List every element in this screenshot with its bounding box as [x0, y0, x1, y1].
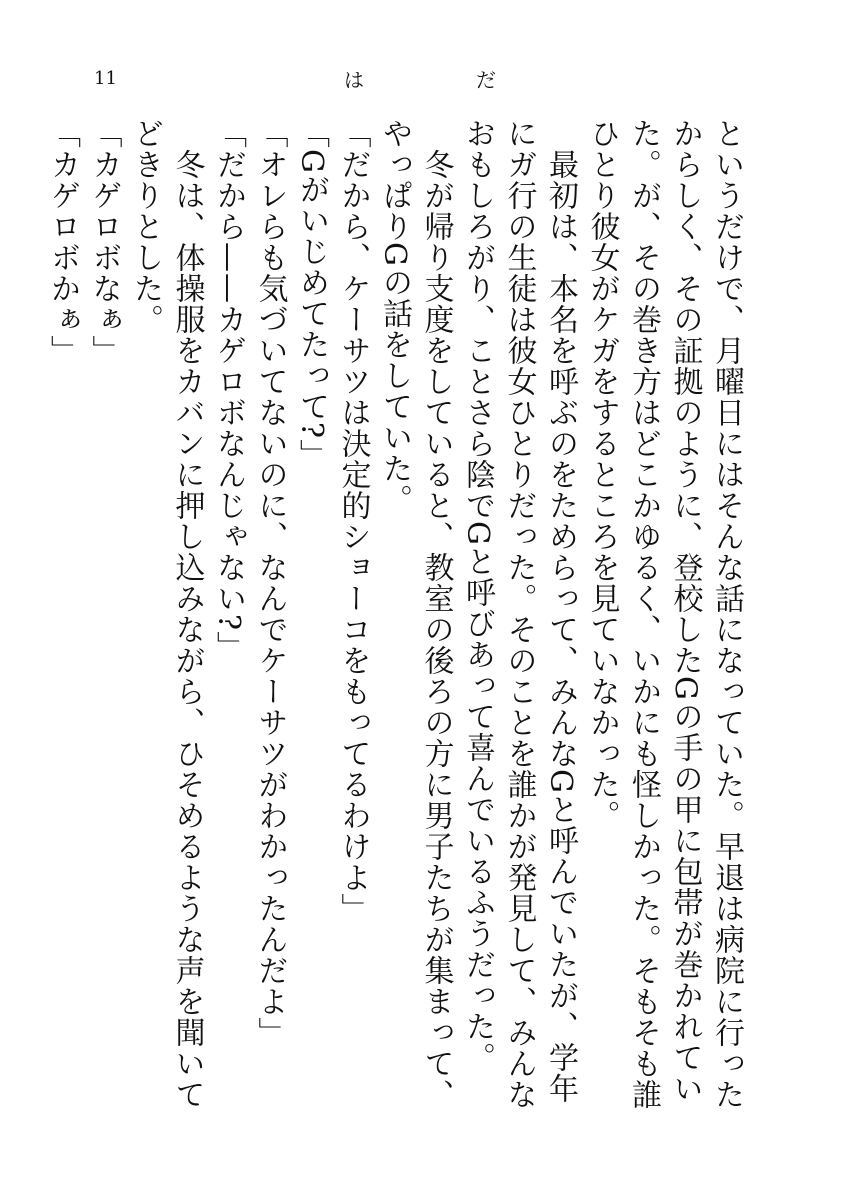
ruby-annotation: だ [476, 68, 496, 92]
paragraph: というだけで、月曜日にはそんな話になっていた。早退は病院に行ったからしく、その証拠のように、登校したGの手の甲に包帯が巻かれていた。が、その巻き方はどこかゆるく、いかにも怪しかった。そもそも誰ひとり彼女がケガをするところを見ていなかった。 [584, 118, 744, 1110]
ruby-annotation: は [344, 68, 364, 92]
paragraph: 冬は、体操服をカバンに押し込みながら、ひそめるような声を聞いてどきりとした。 [128, 118, 205, 1110]
paragraph: 冬が帰り支度をしていると、教室の後ろの方に男子たちが集まって、やっぱりGの話をしていた。 [377, 118, 454, 1110]
dialogue-line: 「カゲロボかぁ」 [45, 118, 80, 366]
dialogue-line: 「だから——カゲロボなんじゃない?」 [211, 118, 246, 663]
dialogue-line: 「カゲロボなぁ」 [86, 118, 122, 366]
page-number: 11 [94, 68, 117, 89]
dialogue-line: 「オレらも気づいてないのに、なんでケーサツがわかったんだよ」 [252, 118, 288, 1048]
paragraph: 最初は、本名を呼ぶのをためらって、みんなGと呼んでいたが、学年にガ行の生徒は彼女ひとりだった。そのことを誰かが発見して、みんなおもしろがり、ことさら陰でGと呼びあって喜んでいるふうだった。 [460, 118, 578, 1110]
dialogue-line: 「Gがいじめてたって?」 [294, 118, 329, 471]
vertical-body-text [45, 118, 747, 1128]
dialogue-line: 「だから、ケーサツは決定的ショーコをもってるわけよ」 [335, 118, 371, 924]
